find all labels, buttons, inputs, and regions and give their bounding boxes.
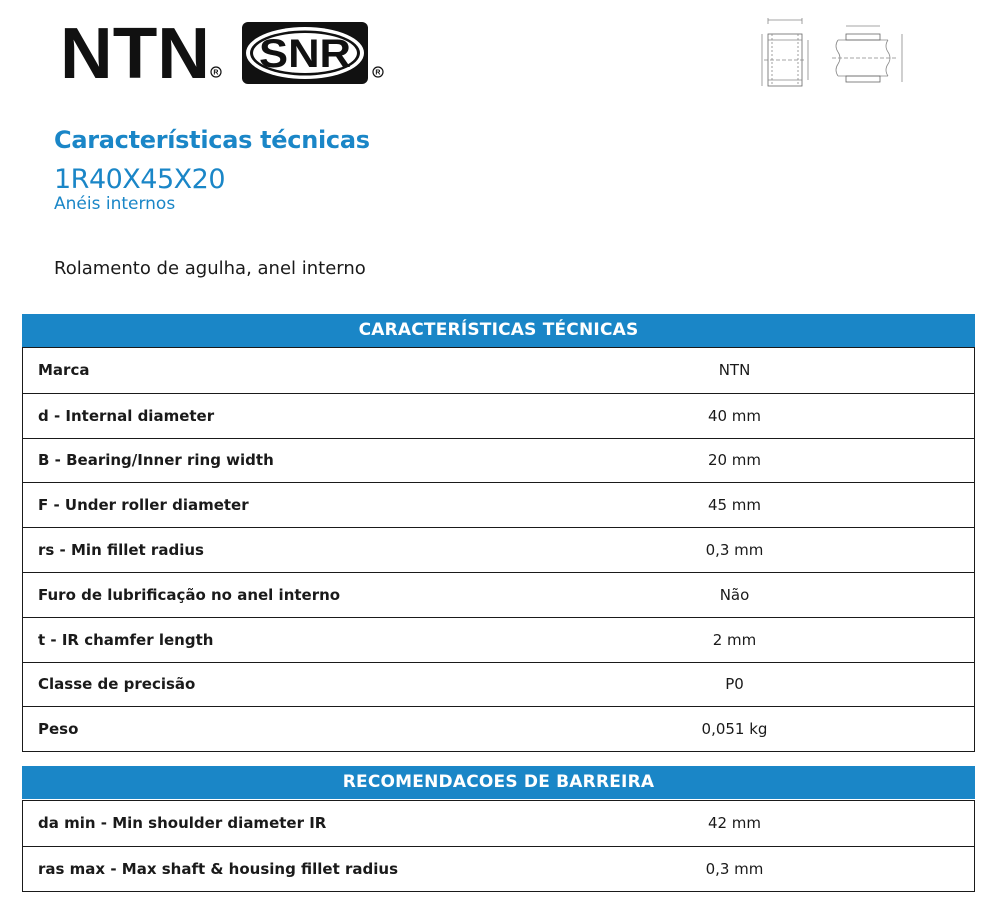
spec-value: 20 mm bbox=[707, 451, 762, 470]
table-row bbox=[23, 438, 974, 483]
barrier-recommendations-rows bbox=[22, 800, 975, 892]
product-description: Rolamento de agulha, anel interno bbox=[54, 258, 366, 279]
spec-value: NTN bbox=[718, 361, 751, 380]
spec-value: 42 mm bbox=[707, 814, 762, 833]
svg-text:NTN: NTN bbox=[60, 22, 210, 84]
barrier-recommendations-heading: RECOMENDACOES DE BARREIRA bbox=[22, 766, 975, 799]
spec-value: 45 mm bbox=[707, 496, 762, 515]
technical-specs-table bbox=[22, 314, 975, 752]
spec-label: F - Under roller diameter bbox=[38, 496, 249, 515]
table-row bbox=[23, 662, 974, 707]
product-category: Anéis internos bbox=[54, 194, 176, 214]
svg-text:R: R bbox=[213, 69, 219, 77]
spec-value: 0,051 kg bbox=[701, 720, 768, 739]
spec-label: Marca bbox=[38, 361, 90, 380]
table-row bbox=[23, 617, 974, 662]
spec-label: d - Internal diameter bbox=[38, 406, 215, 425]
table-row bbox=[23, 348, 974, 393]
snr-logo bbox=[240, 20, 386, 86]
ntn-logo bbox=[60, 22, 224, 84]
spec-label: da min - Min shoulder diameter IR bbox=[38, 814, 327, 833]
barrier-recommendations-table bbox=[22, 766, 975, 892]
ring-technical-drawing bbox=[760, 16, 910, 90]
table-row bbox=[23, 393, 974, 438]
spec-label: Peso bbox=[38, 720, 79, 739]
table-row bbox=[23, 706, 974, 751]
svg-text:R: R bbox=[375, 69, 381, 77]
table-row bbox=[23, 527, 974, 572]
page-title: Características técnicas bbox=[54, 126, 370, 154]
table-row bbox=[23, 801, 974, 846]
spec-value: 0,3 mm bbox=[705, 859, 764, 878]
table-row bbox=[23, 482, 974, 527]
spec-value: 2 mm bbox=[712, 630, 757, 649]
spec-label: Classe de precisão bbox=[38, 675, 196, 694]
spec-label: B - Bearing/Inner ring width bbox=[38, 451, 274, 470]
spec-value: 40 mm bbox=[707, 406, 762, 425]
table-row bbox=[23, 846, 974, 891]
technical-specs-rows bbox=[22, 347, 975, 752]
spec-value: P0 bbox=[725, 675, 744, 694]
product-reference: 1R40X45X20 bbox=[54, 164, 226, 195]
spec-label: t - IR chamfer length bbox=[38, 630, 214, 649]
spec-label: ras max - Max shaft & housing fillet radius bbox=[38, 859, 399, 878]
spec-label: Furo de lubrificação no anel interno bbox=[38, 585, 341, 604]
table-row bbox=[23, 572, 974, 617]
spec-value: 0,3 mm bbox=[705, 541, 764, 560]
spec-value: Não bbox=[719, 585, 750, 604]
svg-text:SNR: SNR bbox=[259, 32, 352, 76]
technical-specs-heading: CARACTERÍSTICAS TÉCNICAS bbox=[22, 314, 975, 347]
spec-label: rs - Min fillet radius bbox=[38, 541, 204, 560]
